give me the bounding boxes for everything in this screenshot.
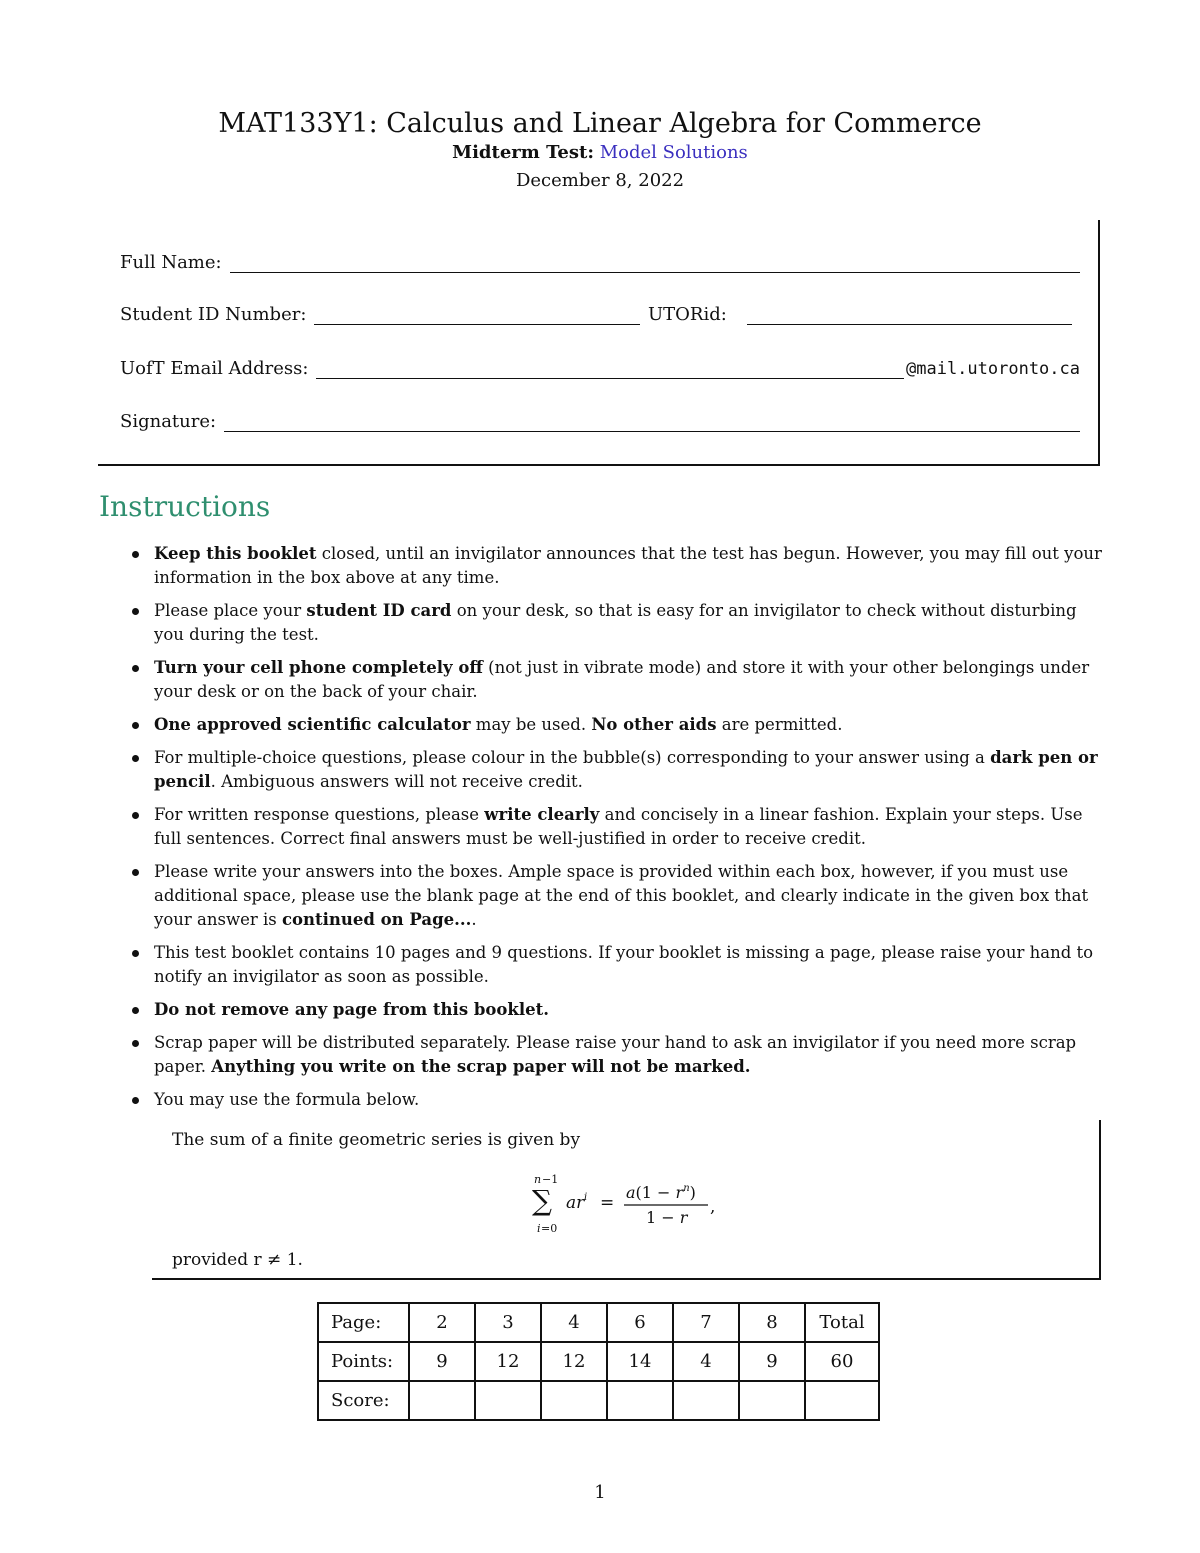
full-name-row bbox=[120, 252, 1080, 273]
email-row bbox=[120, 358, 1080, 379]
bullet-icon bbox=[132, 755, 139, 762]
signature-label: Signature: bbox=[120, 411, 217, 432]
svg-text:i: i bbox=[584, 1192, 588, 1203]
table-cell: 12 bbox=[475, 1342, 541, 1381]
instruction-item: Please write your answers into the boxes. Ample space is provided within each box, however, if you must use additional space, please use the blank page at the end of this booklet, and clearly indicate in the given box that your answer is continued on Page.... bbox=[130, 860, 1102, 932]
bullet-icon bbox=[132, 551, 139, 558]
svg-text:=0: =0 bbox=[541, 1222, 558, 1234]
bullet-icon bbox=[132, 812, 139, 819]
utorid-row bbox=[648, 304, 1072, 325]
instruction-item: This test booklet contains 10 pages and 9 questions. If your booklet is missing a page, please raise your hand to notify an invigilator as soon as possible. bbox=[130, 941, 1102, 989]
svg-text:∑: ∑ bbox=[532, 1184, 552, 1217]
formula-intro: The sum of a finite geometric series is given by bbox=[172, 1130, 581, 1150]
full-name-field[interactable] bbox=[230, 272, 1080, 273]
svg-text:i: i bbox=[537, 1222, 541, 1234]
instruction-item: Turn your cell phone completely off (not just in vibrate mode) and store it with your other belongings under your desk or on the back of your chair. bbox=[130, 656, 1102, 704]
instruction-item: Do not remove any page from this booklet. bbox=[130, 998, 1102, 1022]
svg-text:1 − r: 1 − r bbox=[646, 1208, 688, 1227]
formula-box bbox=[152, 1120, 1101, 1280]
instructions-list bbox=[130, 542, 1102, 1121]
svg-text:ar: ar bbox=[566, 1193, 585, 1213]
subtitle-accent: Model Solutions bbox=[599, 142, 748, 163]
points-row-label: Points: bbox=[318, 1342, 409, 1381]
table-row bbox=[318, 1342, 879, 1381]
svg-text:−1: −1 bbox=[542, 1173, 559, 1186]
table-cell: 12 bbox=[541, 1342, 607, 1381]
table-cell: 8 bbox=[739, 1303, 805, 1342]
student-info-box bbox=[98, 220, 1100, 466]
score-table bbox=[317, 1302, 880, 1421]
page-number: 1 bbox=[594, 1482, 606, 1503]
bullet-icon bbox=[132, 608, 139, 615]
score-row-label: Score: bbox=[318, 1381, 409, 1420]
svg-text:n: n bbox=[534, 1173, 542, 1186]
email-label: UofT Email Address: bbox=[120, 358, 309, 379]
instruction-item: Scrap paper will be distributed separately. Please raise your hand to ask an invigilator if you need more scrap paper. Anything you write on the scrap paper will not be marked. bbox=[130, 1031, 1102, 1079]
instruction-item: One approved scientific calculator may be used. No other aids are permitted. bbox=[130, 713, 1102, 737]
page-row-label: Page: bbox=[318, 1303, 409, 1342]
document-title: MAT133Y1: Calculus and Linear Algebra for Commerce bbox=[218, 108, 982, 139]
score-entry-cell[interactable] bbox=[739, 1381, 805, 1420]
instructions-heading: Instructions bbox=[99, 490, 271, 523]
full-name-label: Full Name: bbox=[120, 252, 222, 273]
subtitle-label: Midterm Test: bbox=[452, 142, 594, 163]
table-cell: 4 bbox=[541, 1303, 607, 1342]
instruction-item: Please place your student ID card on your desk, so that is easy for an invigilator to check without disturbing you during the test. bbox=[130, 599, 1102, 647]
bullet-icon bbox=[132, 1097, 139, 1104]
bullet-icon bbox=[132, 1040, 139, 1047]
table-cell: 7 bbox=[673, 1303, 739, 1342]
email-suffix: @mail.utoronto.ca bbox=[906, 359, 1080, 379]
email-field[interactable] bbox=[316, 378, 904, 379]
bullet-icon bbox=[132, 1007, 139, 1014]
svg-text:=: = bbox=[600, 1193, 615, 1213]
score-entry-cell[interactable] bbox=[475, 1381, 541, 1420]
svg-text:a(1 − rn): $a(1 - r^n)$ bbox=[626, 1183, 696, 1202]
signature-field[interactable] bbox=[224, 431, 1080, 432]
utorid-field[interactable] bbox=[747, 324, 1072, 325]
bullet-icon bbox=[132, 950, 139, 957]
table-cell: 60 bbox=[805, 1342, 879, 1381]
table-cell: 14 bbox=[607, 1342, 673, 1381]
table-cell: 9 bbox=[409, 1342, 475, 1381]
score-entry-cell[interactable] bbox=[607, 1381, 673, 1420]
table-cell: 3 bbox=[475, 1303, 541, 1342]
table-row bbox=[318, 1303, 879, 1342]
table-row bbox=[318, 1381, 879, 1420]
student-id-label: Student ID Number: bbox=[120, 304, 307, 325]
bullet-icon bbox=[132, 869, 139, 876]
document-date: December 8, 2022 bbox=[515, 170, 685, 191]
signature-row bbox=[120, 411, 1080, 432]
table-cell: 2 bbox=[409, 1303, 475, 1342]
utorid-label: UTORid: bbox=[648, 304, 727, 325]
svg-text:,: , bbox=[710, 1197, 716, 1217]
student-id-row bbox=[120, 304, 640, 325]
instruction-item: For written response questions, please write clearly and concisely in a linear fashion. Explain your steps. Use full sentences. Correct final answers must be well-justified in order to receive credit. bbox=[130, 803, 1102, 851]
formula-condition: provided r ≠ 1. bbox=[172, 1250, 303, 1270]
score-entry-cell[interactable] bbox=[673, 1381, 739, 1420]
table-cell: 9 bbox=[739, 1342, 805, 1381]
bullet-icon bbox=[132, 665, 139, 672]
bullet-icon bbox=[132, 722, 139, 729]
geometric-series-formula bbox=[532, 1170, 732, 1234]
table-cell: Total bbox=[805, 1303, 879, 1342]
score-entry-cell[interactable] bbox=[805, 1381, 879, 1420]
instruction-item: You may use the formula below. bbox=[130, 1088, 1102, 1112]
student-id-field[interactable] bbox=[314, 324, 640, 325]
score-entry-cell[interactable] bbox=[541, 1381, 607, 1420]
table-cell: 4 bbox=[673, 1342, 739, 1381]
instruction-item: For multiple-choice questions, please colour in the bubble(s) corresponding to your answer using a dark pen or pencil. Ambiguous answers will not receive credit. bbox=[130, 746, 1102, 794]
instruction-item: Keep this booklet closed, until an invigilator announces that the test has begun. However, you may fill out your information in the box above at any time. bbox=[130, 542, 1102, 590]
score-entry-cell[interactable] bbox=[409, 1381, 475, 1420]
document-subtitle bbox=[0, 142, 1200, 163]
table-cell: 6 bbox=[607, 1303, 673, 1342]
